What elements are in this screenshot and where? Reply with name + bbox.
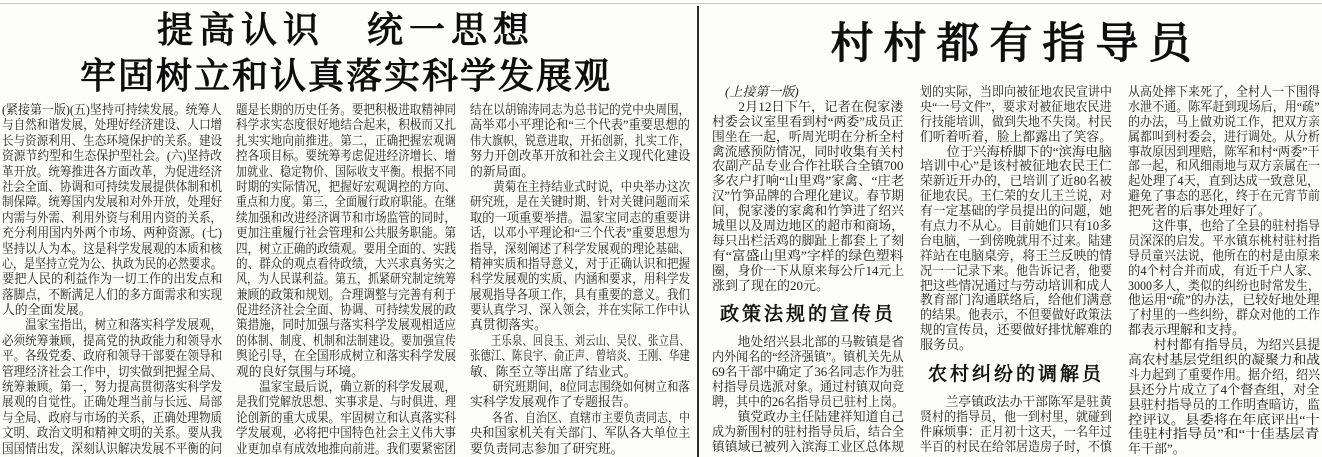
text-line: 把这些情况通过与劳动培训和成人: [920, 277, 1113, 293]
text-line: 位于兴海桥脚下的“滨海电脑: [920, 143, 1112, 159]
text-line: 充分利用国内外两个市场、两种资源。(七): [2, 226, 222, 241]
text-line: 69名干部中确定了36名同志作为驻: [712, 364, 905, 380]
text-line: 贤村的指导员，他一到村里，就碰到: [920, 408, 1113, 424]
text-line: 社会全面、协调和可持续发展提供体制和机: [2, 179, 223, 194]
text-line: 落脚点，不断满足人们的多方面需求和实现: [2, 287, 223, 302]
text-line: 革开放。统筹推进各方面改革，为促进经济: [2, 164, 223, 179]
text-line: 舆论引导，在全国形成树立和落实科学发展: [236, 349, 457, 364]
text-line: 的结果。他表示，不但要做好政策法: [920, 307, 1113, 323]
text-line: 属都叫到村委会，进行调处。从分析: [1128, 128, 1321, 144]
text-line: 镇镇域已被列入滨海工业区总体规: [712, 438, 905, 454]
text-line: 央和国家机关有关部门、军队各大单位主: [470, 426, 691, 441]
text-line: 真贯彻落实。: [470, 318, 547, 333]
text-line: (紧接第一版)(五)坚持可持续发展。统筹人: [2, 103, 222, 117]
text-line: 论创新的重大成果。牢固树立和认真落实科: [236, 410, 457, 425]
section-subheading: 农村纠纷的调解员: [927, 364, 1104, 386]
text-line: 间，倪家溇的家禽和竹笋进了绍兴: [712, 203, 905, 219]
text-line: 这件事，也给了全县的驻村指导: [1128, 218, 1321, 234]
text-line: 研究班期间，8位同志围绕如何树立和落: [470, 380, 690, 395]
text-line: 祥站在电脑桌旁，将王兰反映的情: [920, 247, 1113, 263]
text-line: 业更加卓有成效地推向前进。我们要紧密团: [236, 441, 457, 456]
text-line: 指导，深刻阐述了科学发展观的理论基础、: [470, 241, 691, 256]
text-line: (上接第一版): [712, 84, 799, 99]
text-line: 四，树立正确的政绩观。要用全面的、实践: [236, 241, 457, 256]
text-line: 长与资源利用、生态环境保护的关系。建设: [2, 133, 223, 148]
text-line: 事故原因到理赔，陈军和村“两委”干: [1128, 143, 1320, 159]
text-line: 2月12日下午，记者在倪家溇: [712, 98, 904, 114]
left-article-column-2: [236, 103, 456, 457]
page-top-rule: [0, 3, 1322, 4]
text-line: 心，是坚持立党为公、执政为民的必然要求。: [2, 256, 222, 271]
text-line: 教育部门沟通联络后，给他们满意: [920, 292, 1113, 308]
text-line: 培训中心”是该村被征地农民王仁: [920, 158, 1112, 174]
right-article-column-3: [1128, 85, 1320, 457]
text-line: 服务员。: [920, 337, 973, 353]
text-line: 都表示理解和支持。: [1128, 322, 1246, 338]
text-line: 科学发展观的实质、内涵和要求，用科学发: [470, 272, 691, 287]
text-line: 每只出栏活鸡的脚趾上都套上了刻: [712, 232, 905, 248]
text-line: 把死者的后事处理好了。: [1128, 203, 1272, 219]
text-line: 他运用“疏”的办法，已较好地处理: [1128, 292, 1320, 308]
text-line: 3000多人，类似的纠纷也时常发生，: [1128, 277, 1321, 293]
text-line: 有点力不从心。目前她们只有10多: [920, 218, 1113, 234]
section-subheading: 政策法规的宣传员: [719, 304, 896, 326]
text-line: 坚持以人为本。这是科学发展观的本质和核: [2, 241, 223, 256]
text-line: 扎实实地向前推进。第二，正确把握宏观调: [236, 133, 457, 148]
text-line: 资源节约型和生态保护型社会。(六)坚持改: [2, 149, 222, 164]
text-line: 必须统筹兼顾，提高党的执政能力和领导水: [2, 333, 223, 348]
text-line: 多农户打响“山里鸡”家禽、“庄老: [712, 173, 905, 189]
text-line: 央“一号文件”，要求对被征地农民进: [920, 98, 1112, 114]
text-line: 斗力起到了重要作用。据介绍，绍兴: [1128, 366, 1321, 382]
text-line: 促进经济社会全面、协调、可持续发展的政: [236, 303, 457, 318]
text-line: 避免了事态的恶化，终于在元宵节前: [1128, 188, 1321, 204]
text-line: 的4个村合并而成，有近千户人家、: [1128, 262, 1320, 278]
text-line: 的体制、制度、机制和法制建设。要加强宣传: [236, 333, 456, 348]
text-line: 要认真学习、深入领会，并在实际工作中认: [470, 303, 691, 318]
text-line: 涨到了现在的20元。: [712, 277, 830, 293]
text-line: 城里以及周边地区的超市和商场，: [712, 218, 905, 234]
text-line: 展观的自觉性。正确处理当前与长远、局部: [2, 395, 223, 410]
text-line: 是我们党解放思想、实事求是、与时俱进、理: [236, 395, 456, 410]
article-divider-rule: [697, 6, 699, 457]
text-line: 黄菊在主持结业式时说，中央举办这次: [470, 179, 691, 194]
text-line: 平。各级党委、政府和领导干部要在领导和: [2, 349, 223, 364]
text-line: 内外闻名的“经济强镇”。镇机关先从: [712, 349, 904, 365]
left-article-headline-line2: 牢固树立和认真落实科学发展观: [79, 55, 612, 96]
text-line: 地处绍兴县北部的马鞍镇是省: [712, 334, 905, 350]
text-line: 从高处摔下来死了，全村人一下围得: [1128, 84, 1321, 99]
text-line: 人的全面发展。: [2, 303, 92, 318]
text-line: 伟大旗帜，锐意进取，开拓创新，扎实工作，: [470, 133, 690, 148]
text-line: 员深深的启发。平水镇东桃村驻村指: [1128, 232, 1321, 248]
text-line: 温家宝指出，树立和落实科学发展观，: [2, 318, 223, 333]
text-line: 征地农民。王仁荣的女儿王兰说，对: [920, 188, 1113, 204]
text-line: 国国情出发，深刻认识解决发展不平衡的问: [2, 441, 223, 456]
right-article-column-2: [920, 85, 1112, 457]
text-line: 村村都有指导员，为绍兴县提: [1128, 337, 1321, 353]
text-line: 们听着听着，脸上都露出了笑容。: [920, 128, 1113, 144]
right-article-headline: 村村都有指导员: [830, 20, 1202, 68]
text-line: 与全局、政府与市场的关系，正确处理物质: [2, 410, 223, 425]
text-line: 农副产品专业合作社联合全镇700: [712, 158, 904, 174]
text-line: 研究班，是在关键时期、针对关键问题而采: [470, 195, 691, 210]
text-line: 导员童兴法说，他所在的村是由原来: [1128, 247, 1321, 263]
text-line: 兼顾的政策和规划。合理调整与完善有利于: [236, 287, 457, 302]
text-line: 风，为人民谋利益。第五，抓紧研究制定统筹: [236, 272, 456, 287]
text-line: 加就业、稳定物价、国际收支平衡。根据不同: [236, 164, 456, 179]
text-line: 有一定基础的学员提出的问题，她: [920, 203, 1113, 219]
text-line: 禽流感预防情况，同时收集有关村: [712, 143, 905, 159]
text-line: 的办法，马上做劝说工作，把双方亲: [1128, 113, 1321, 129]
left-article-body: [2, 103, 690, 457]
text-line: 了村里的一些纠纷，群众对他的工作: [1128, 307, 1321, 323]
right-article-column-1: [712, 85, 904, 457]
text-line: 文明、政治文明和精神文明的关系。要从我: [2, 426, 223, 441]
text-line: 时期的实际情况，把握好宏观调控的方向、: [236, 179, 457, 194]
text-line: 更加注重履行社会管理和公共服务职能。第: [236, 226, 457, 241]
text-line: 镇党政办主任陆建祥知道自己: [712, 408, 905, 424]
text-line: 重点和力度。第三，全面履行政府职能。在继: [236, 195, 456, 210]
text-line: 规的宣传员，还要做好排忧解难的: [920, 322, 1113, 338]
text-line: 佳驻村指导员”和“十佳基层青: [1128, 426, 1320, 442]
text-line: 件麻烦事：正月初十这天，一名年过: [920, 423, 1113, 439]
text-line: 围坐在一起，听周光明在分析全村: [712, 128, 905, 144]
text-line: 要负责同志参加了研究班。: [470, 441, 624, 456]
text-line: 题是长期的历史任务。要把积极进取精神同: [236, 103, 457, 117]
text-line: 统筹兼顾。第一，努力提高贯彻落实科学发: [2, 380, 223, 395]
left-article-column-1: [2, 103, 222, 457]
text-line: 话，以邓小平理论和“三个代表”重要思想为: [470, 226, 690, 241]
text-line: 内需与外需、利用外资与利用内资的关系，: [2, 210, 223, 225]
left-article-headline-line1: 提高认识 统一思想: [156, 9, 535, 50]
text-line: 兰亭镇政法办干部陈军是驻黄: [920, 394, 1113, 410]
text-line: 制保障。统筹国内发展和对外开放，处理好: [2, 195, 223, 210]
text-line: 结在以胡锦涛同志为总书记的党中央周围，: [470, 103, 691, 117]
text-line: 年干部”。: [1128, 441, 1186, 457]
text-line: 要把人民的利益作为一切工作的出发点和: [2, 272, 223, 287]
text-line: 观的良好氛围与环境。: [236, 364, 364, 379]
text-line: 圈，身价一下从原来每公斤14元上: [712, 262, 905, 278]
text-line: 高举邓小平理论和“三个代表”重要思想的: [470, 118, 690, 133]
text-line: 控评议。县委将在年底评出“十: [1128, 411, 1320, 427]
text-line: 有“富盛山里鸡”字样的绿色塑料: [712, 247, 904, 263]
text-line: 村委会议室里看到村“两委”成员正: [712, 113, 904, 129]
text-line: 管理经济社会工作中，切实做到把握全局、: [2, 364, 223, 379]
text-line: 敏、陈至立等出席了结业式。: [470, 364, 637, 379]
text-line: 续加强和改进经济调节和市场监管的同时，: [236, 210, 457, 225]
text-line: 划的实际，当即向被征地农民宣讲中: [920, 84, 1113, 99]
text-line: 聘，其中的26名指导员已驻村上岗。: [712, 394, 905, 410]
text-line: 台电脑，一到傍晚就用不过来。陆建: [920, 232, 1113, 248]
text-line: 科学求实态度很好地结合起来，积极而又扎: [236, 118, 457, 133]
right-article: [712, 16, 1320, 72]
text-line: 温家宝最后说，确立新的科学发展观，: [236, 380, 457, 395]
text-line: 起处理了4天，直到达成一致意见，: [1128, 173, 1320, 189]
text-line: 县还分片成立了4个督查组，对全: [1128, 381, 1320, 397]
left-article-column-3: [470, 103, 690, 457]
text-line: 张德江、陈良宇、俞正声、曾培炎、王刚、华建: [470, 349, 690, 364]
text-line: 县驻村指导员的工作明查暗访，监: [1128, 396, 1321, 412]
text-line: 高农村基层党组织的凝聚力和战: [1128, 352, 1321, 368]
left-article: [2, 8, 690, 98]
text-line: 各省、自治区、直辖市主要负责同志，中: [470, 410, 690, 425]
text-line: 展观指导各项工作，具有重要的意义。我们: [470, 287, 691, 302]
text-line: 与自然和谐发展，处理好经济建设、人口增: [2, 118, 223, 133]
text-line: 部一起，和风细雨地与双方亲属在一: [1128, 158, 1321, 174]
text-line: 精神实质和指导意义，对于正确认识和把握: [470, 256, 691, 271]
text-line: 取的一项重要举措。温家宝同志的重要讲: [470, 210, 691, 225]
text-line: 实科学发展观作了专题报告。: [470, 395, 637, 410]
text-line: 的新局面。: [470, 164, 534, 179]
text-line: 况一一记录下来。他告诉记者，他要: [920, 262, 1113, 278]
text-line: 控各项目标。要统筹考虑促进经济增长、增: [236, 149, 457, 164]
text-line: 努力开创改革开放和社会主义现代化建设: [470, 149, 691, 164]
text-line: 策措施，同时加强与落实科学发展观相适应: [236, 318, 457, 333]
text-line: 成为新围村的驻村指导员后，结合全: [712, 423, 905, 439]
text-line: 水泄不通。陈军赶到现场后，用“疏”: [1128, 98, 1320, 114]
text-line: 行技能培训，做到失地不失岗。村民: [920, 113, 1113, 129]
text-line: 荣新近开办的，已培训了近80名被: [920, 173, 1113, 189]
text-line: 学发展观，必将把中国特色社会主义伟大事: [236, 426, 457, 441]
text-line: 王乐泉、回良玉、刘云山、吴仪、张立昌、: [470, 333, 690, 348]
text-line: 半百的村民在给邻居造房子时，不慎: [920, 438, 1113, 454]
text-line: 汉”竹笋品牌的合理化建议。春节期: [712, 188, 904, 204]
text-line: 的、群众的观点看待政绩，大兴求真务实之: [236, 256, 457, 271]
text-line: 村指导员选派对象。通过村镇双向竞: [712, 379, 905, 395]
right-article-body: [712, 85, 1320, 457]
